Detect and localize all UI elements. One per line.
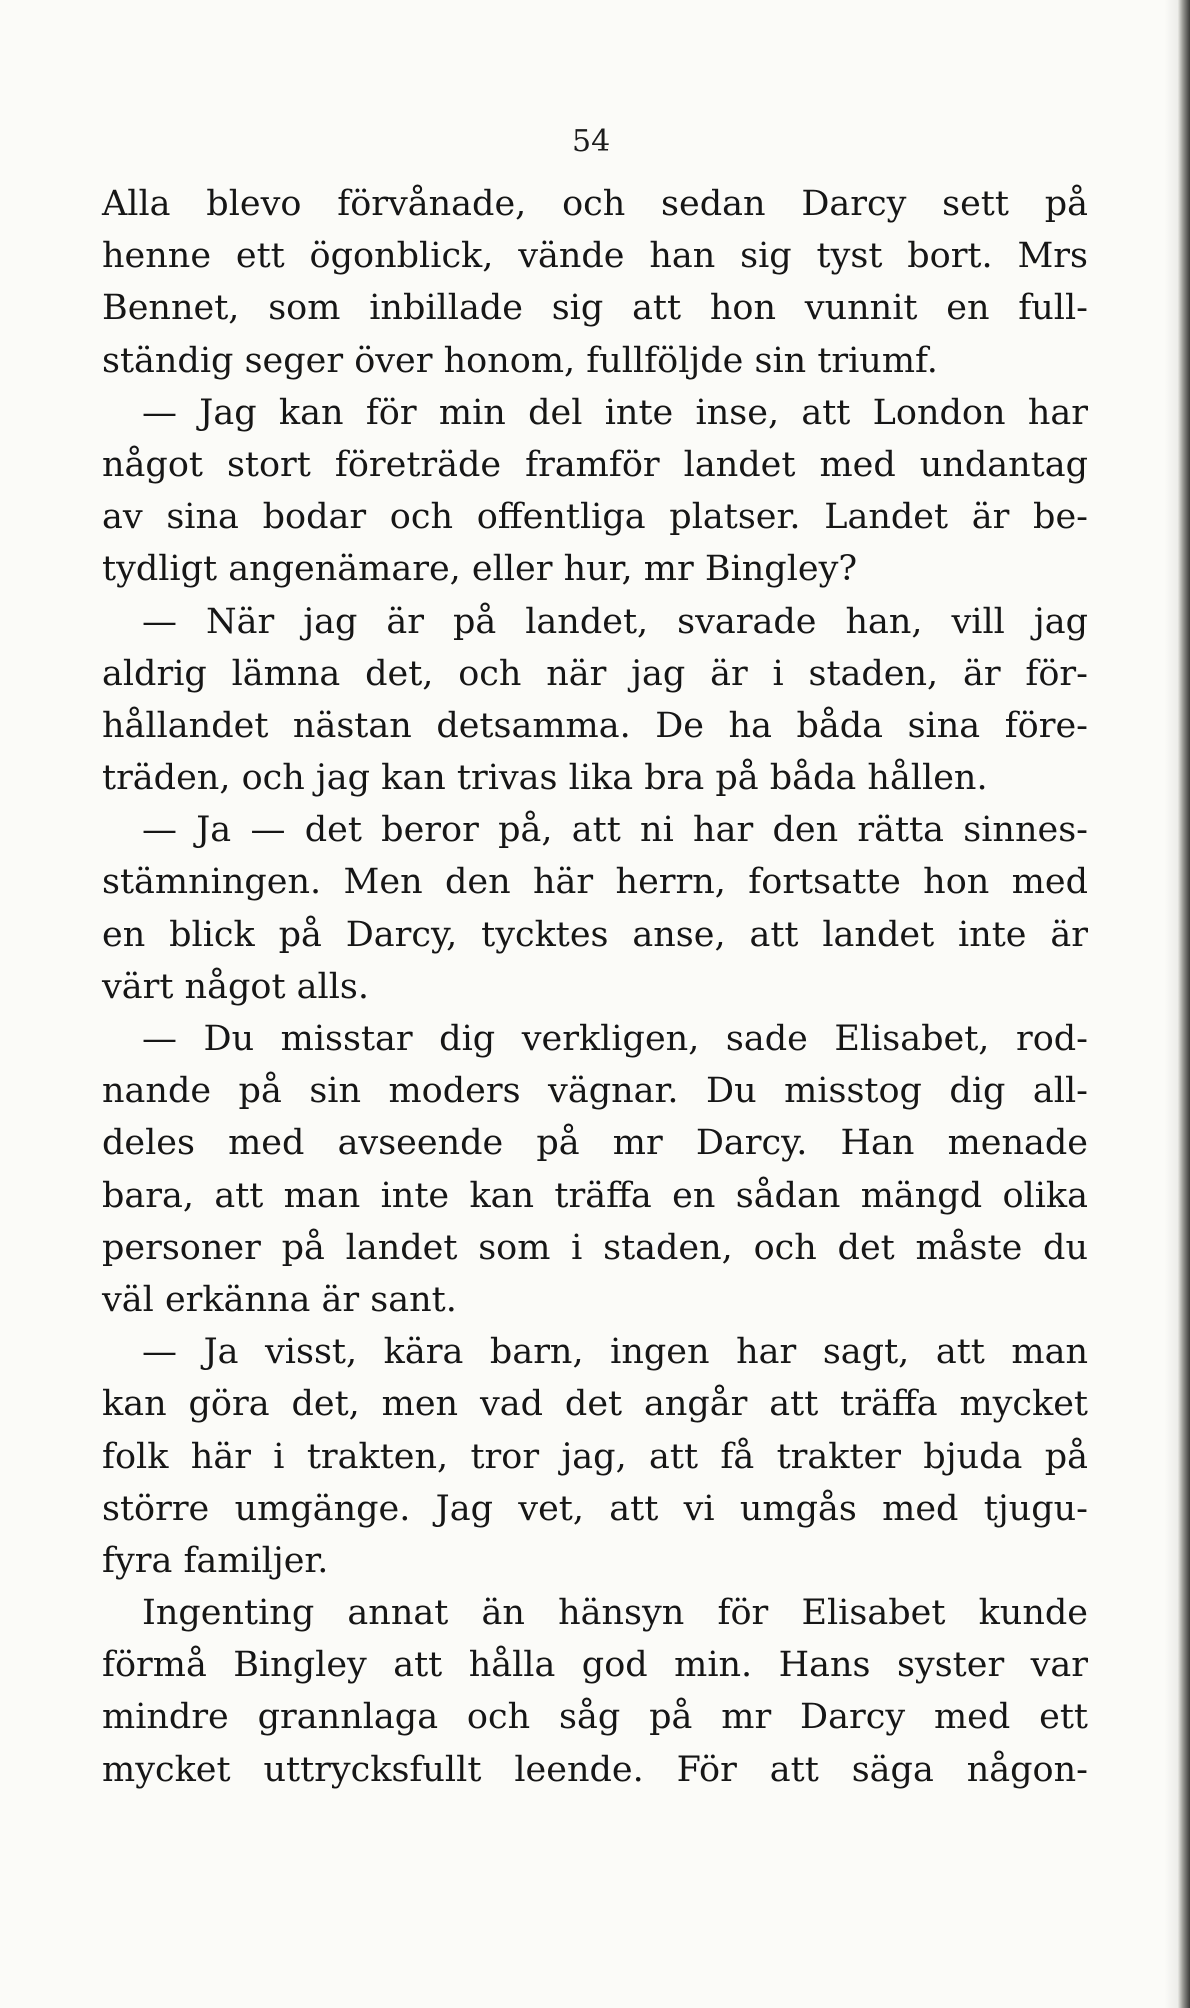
text-line: Alla blevo förvånade, och sedan Darcy sett på (102, 184, 1088, 224)
text-line: henne ett ögonblick, vände han sig tyst bort. Mrs (102, 236, 1088, 277)
text-line: nande på sin moders vägnar. Du misstog dig all- (102, 1071, 1088, 1112)
text-line: mycket uttrycksfullt leende. För att säga någon- (102, 1749, 1088, 1790)
text-line: — När jag är på landet, svarade han, vill jag (142, 601, 1088, 642)
text-line: större umgänge. Jag vet, att vi umgås med tjugu- (102, 1488, 1088, 1529)
text-line: av sina bodar och offentliga platser. Landet är be- (102, 497, 1088, 538)
text-line: stämningen. Men den här herrn, fortsatte hon med (102, 862, 1088, 903)
text-line: aldrig lämna det, och när jag är i staden, är för- (102, 653, 1088, 694)
text-line: ständig seger över honom, fullföljde sin triumf. (102, 340, 938, 381)
text-line: bara, att man inte kan träffa en sådan mängd olika (102, 1175, 1088, 1216)
text-line: personer på landet som i staden, och det måste du (102, 1227, 1088, 1268)
text-line: fyra familjer. (102, 1540, 329, 1581)
body-text (102, 178, 1088, 1796)
text-line: mindre grannlaga och såg på mr Darcy med ett (102, 1697, 1088, 1738)
text-line: — Du misstar dig verkligen, sade Elisabet, rod- (142, 1019, 1088, 1059)
page-number: 54 (572, 124, 611, 159)
text-line: värt något alls. (102, 966, 369, 1007)
text-line: deles med avseende på mr Darcy. Han menade (102, 1123, 1088, 1164)
text-line: hållandet nästan detsamma. De ha båda sina före- (102, 705, 1088, 746)
text-line: kan göra det, men vad det angår att träffa mycket (102, 1384, 1088, 1425)
text-line: — Ja visst, kära barn, ingen har sagt, att man (142, 1332, 1088, 1373)
text-line: förmå Bingley att hålla god min. Hans syster var (102, 1645, 1088, 1686)
text-line: — Jag kan för min del inte inse, att London har (142, 392, 1088, 433)
text-line: folk här i trakten, tror jag, att få trakter bjuda på (102, 1436, 1088, 1477)
text-line: — Ja — det beror på, att ni har den rätta sinnes- (142, 810, 1088, 851)
text-line: väl erkänna är sant. (102, 1279, 457, 1320)
text-line: Bennet, som inbillade sig att hon vunnit en full- (102, 288, 1088, 329)
text-line: Ingenting annat än hänsyn för Elisabet kunde (142, 1593, 1088, 1634)
text-line: tydligt angenämare, eller hur, mr Bingley? (102, 549, 858, 590)
page-edge-shadow (1178, 0, 1190, 2008)
text-line: en blick på Darcy, tycktes anse, att landet inte är (102, 914, 1088, 955)
text-line: något stort företräde framför landet med undantag (102, 444, 1088, 485)
text-line: träden, och jag kan trivas lika bra på båda hållen. (102, 758, 988, 799)
